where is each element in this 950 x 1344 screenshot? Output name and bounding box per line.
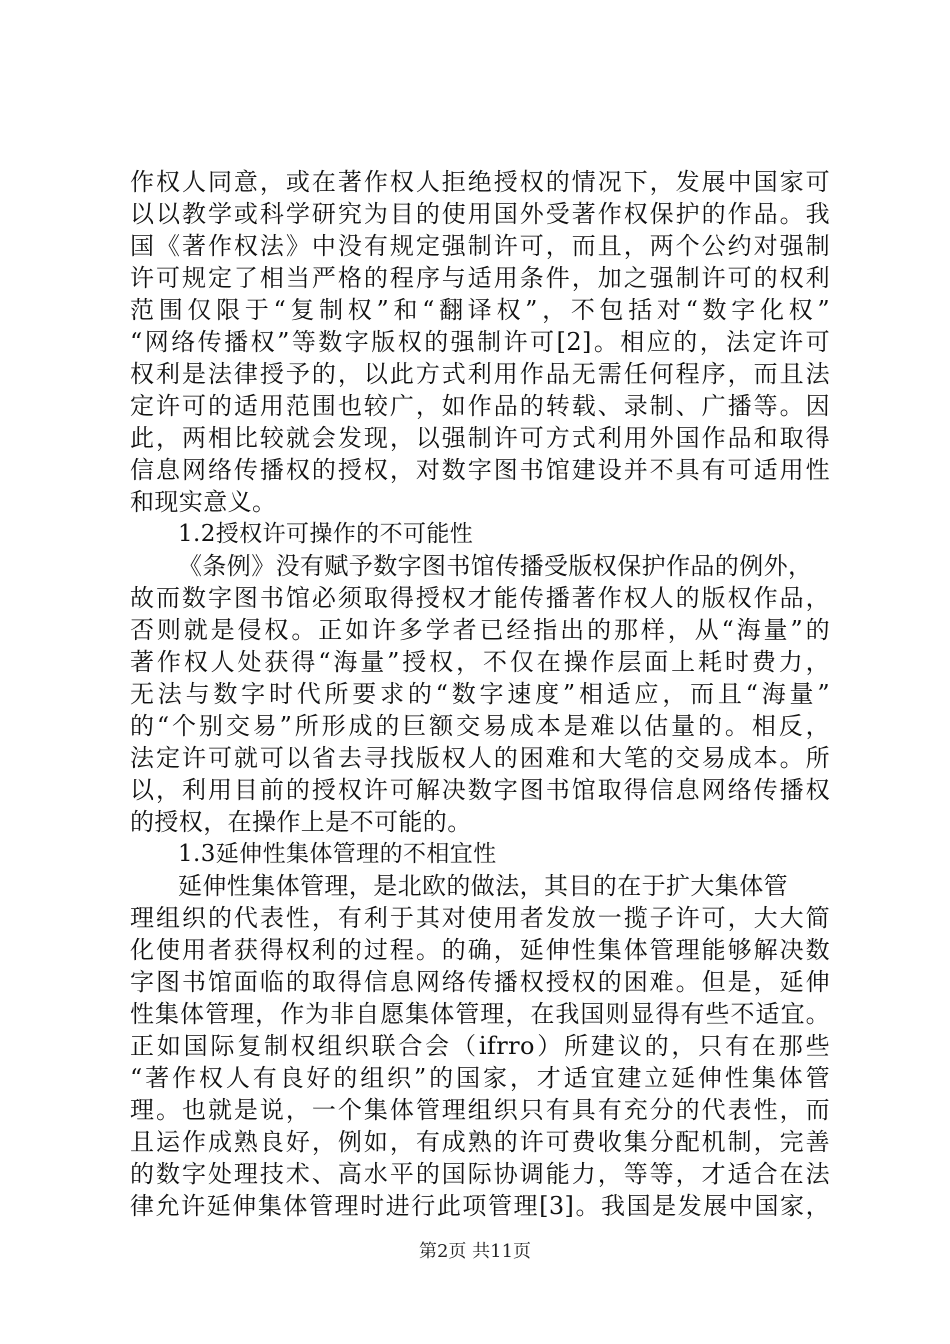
text-line: 信息网络传播权的授权，对数字图书馆建设并不具有可适用性	[130, 456, 830, 484]
text-line: 以，利用目前的授权许可解决数字图书馆取得信息网络传播权	[130, 776, 830, 804]
text-line: 无法与数字时代所要求的“数字速度”相适应，而且“海量”	[130, 680, 830, 708]
page-footer: 第2页 共11页	[418, 1241, 532, 1262]
text-line: 化使用者获得权利的过程。的确，延伸性集体管理能够解决数	[130, 936, 830, 964]
text-line: 否则就是侵权。正如许多学者已经指出的那样，从“海量”的	[130, 616, 830, 644]
section-heading-1-3: 1.3延伸性集体管理的不相宜性	[178, 841, 497, 867]
text-line: 延伸性集体管理，是北欧的做法，其目的在于扩大集体管	[178, 872, 788, 900]
text-line: 的数字处理技术、高水平的国际协调能力，等等，才适合在法	[130, 1160, 830, 1188]
text-line: 律允许延伸集体管理时进行此项管理[3]。我国是发展中国家，	[130, 1192, 830, 1220]
text-line: 许可规定了相当严格的程序与适用条件，加之强制许可的权利	[130, 264, 830, 292]
paragraph-compulsory-license	[130, 166, 830, 518]
text-line: 且运作成熟良好，例如，有成熟的许可费收集分配机制，完善	[130, 1128, 830, 1156]
text-line: 正如国际复制权组织联合会（ifrro）所建议的，只有在那些	[130, 1032, 830, 1060]
text-line: 著作权人处获得“海量”授权，不仅在操作层面上耗时费力，	[130, 648, 830, 676]
text-line: “著作权人有良好的组织”的国家，才适宜建立延伸性集体管	[130, 1064, 830, 1092]
text-line: 以以教学或科学研究为目的使用国外受著作权保护的作品。我	[130, 200, 830, 228]
text-line: 此，两相比较就会发现，以强制许可方式利用外国作品和取得	[130, 424, 830, 452]
text-line: 定许可的适用范围也较广，如作品的转载、录制、广播等。因	[130, 392, 830, 420]
text-line: 范围仅限于“复制权”和“翻译权”，不包括对“数字化权”	[130, 296, 830, 324]
text-line: 权利是法律授予的，以此方式利用作品无需任何程序，而且法	[130, 360, 830, 388]
text-line: 《条例》没有赋予数字图书馆传播受版权保护作品的例外，	[178, 552, 813, 580]
text-line: 理组织的代表性，有利于其对使用者发放一揽子许可，大大简	[130, 904, 830, 932]
text-line: 字图书馆面临的取得信息网络传播权授权的困难。但是，延伸	[130, 968, 830, 996]
section-heading-1-2: 1.2授权许可操作的不可能性	[178, 521, 474, 547]
text-line: 的“个别交易”所形成的巨额交易成本是难以估量的。相反，	[130, 712, 830, 740]
text-line: “网络传播权”等数字版权的强制许可[2]。相应的，法定许可	[130, 328, 830, 356]
document-body	[130, 166, 830, 1222]
text-line: 理。也就是说，一个集体管理组织只有具有充分的代表性，而	[130, 1096, 830, 1124]
text-line: 和现实意义。	[130, 488, 277, 516]
text-line: 国《著作权法》中没有规定强制许可，而且，两个公约对强制	[130, 232, 830, 260]
text-line: 性集体管理，作为非自愿集体管理，在我国则显得有些不适宜。	[130, 1000, 830, 1028]
text-line: 作权人同意，或在著作权人拒绝授权的情况下，发展中国家可	[130, 168, 830, 196]
text-line: 的授权，在操作上是不可能的。	[130, 808, 472, 836]
text-line: 法定许可就可以省去寻找版权人的困难和大笔的交易成本。所	[130, 744, 830, 772]
paragraph-authorization-license	[130, 550, 830, 838]
paragraph-extended-collective-management	[130, 870, 830, 1222]
text-line: 故而数字图书馆必须取得授权才能传播著作权人的版权作品，	[130, 584, 830, 612]
